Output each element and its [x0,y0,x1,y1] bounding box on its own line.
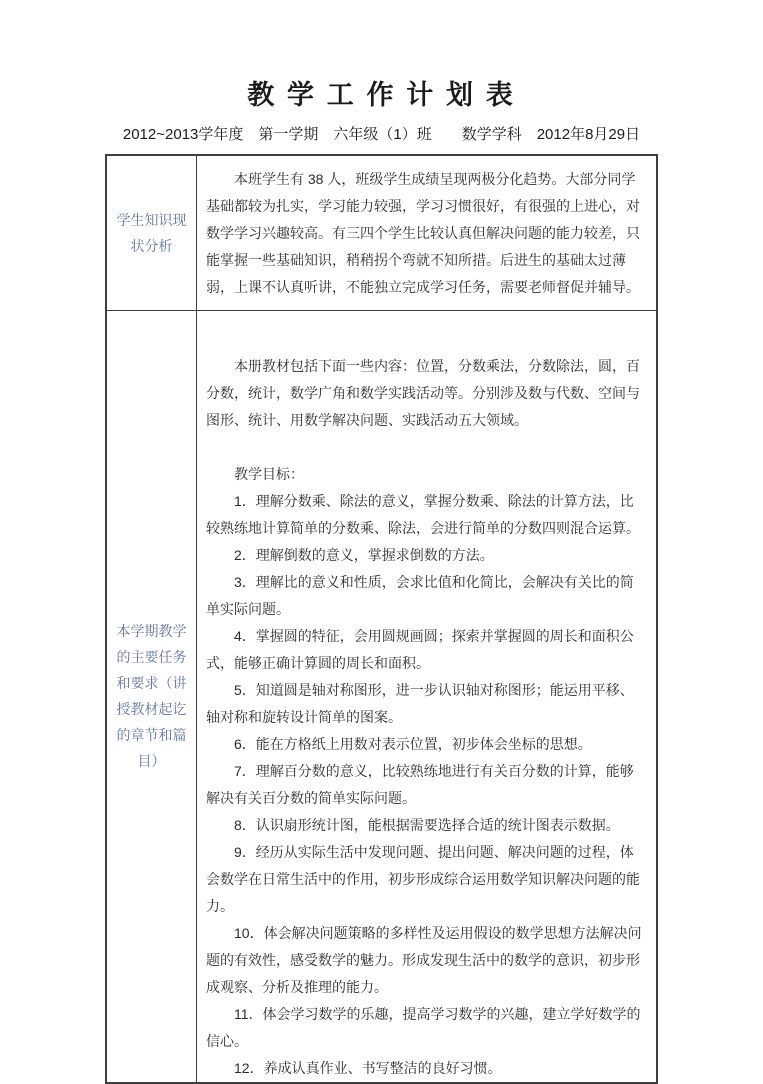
paragraph-goal-10: 10．体会解决问题策略的多样性及运用假设的数学思想方法解决问题的有效性，感受数学的魅力。形成发现生活中的数学的意识，初步形成观察、分析及推理的能力。 [206,924,642,995]
paragraph: 本班学生有 38 人，班级学生成绩呈现两极分化趋势。大部分同学基础都较为扎实，学习能力较强，学习习惯很好，有很强的上进心，对数学学习兴趣较高。有三四个学生比较认真但解决问题的能力较差，只能掌握一些基础知识，稍稍拐个弯就不知所措。后进生的基础太过薄弱，上课不认真听讲，不能独立完成学习任务，需要老师督促并辅导。 [206,171,640,295]
paragraph-goal-11: 11．体会学习数学的乐趣，提高学习数学的兴趣，建立学好数学的信心。 [206,1005,641,1049]
paragraph-goal-7: 7．理解百分数的意义，比较熟练地进行有关百分数的计算，能够解决有关百分数的简单实际问题。 [206,762,634,806]
paragraph-textbook-overview: 本册教材包括下面一些内容：位置，分数乘法，分数除法，圆，百分数，统计，数学广角和数学实践活动等。分别涉及数与代数、空间与图形、统计、用数学解决问题、实践活动五大领域。 [206,357,640,428]
paragraph-goal-9: 9．经历从实际生活中发现问题、提出问题、解决问题的过程，体会数学在日常生活中的作用，初步形成综合运用数学知识解决问题的能力。 [206,843,640,914]
row-label-semester-tasks: 本学期教学的主要任务和要求（讲授教材起讫的章节和篇目） [106,310,197,1083]
paragraph-goal-5: 5．知道圆是轴对称图形，进一步认识轴对称图形；能运用平移、轴对称和旋转设计简单的图案。 [206,681,634,725]
table-row-student-analysis [106,155,657,310]
paragraph-goal-6: 6．能在方格纸上用数对表示位置，初步体会坐标的思想。 [234,735,592,752]
paragraph-goals-heading: 教学目标： [234,465,304,482]
doc-meta-line: 2012~2013学年度 第一学期 六年级（1）班 数学学科 2012年8月29日 [122,126,641,143]
paragraph-goal-3: 3．理解比的意义和性质，会求比值和化简比，会解决有关比的简单实际问题。 [206,573,634,617]
page-title: 教 学 工 作 计 划 表 [247,80,516,110]
table-row-semester-tasks [106,310,657,1083]
cell-semester-tasks [197,310,658,1083]
teaching-plan-table [105,154,658,1084]
row-label-student-analysis: 学生知识现状分析 [106,155,197,310]
paragraph-goal-8: 8．认识扇形统计图，能根据需要选择合适的统计图表示数据。 [234,816,620,833]
paragraph-goal-12: 12．养成认真作业、书写整洁的良好习惯。 [234,1059,502,1076]
paragraph-goal-4: 4．掌握圆的特征，会用圆规画圆；探索并掌握圆的周长和面积公式，能够正确计算圆的周长和面积。 [206,627,634,671]
paragraph-goal-1: 1．理解分数乘、除法的意义，掌握分数乘、除法的计算方法，比较熟练地计算简单的分数乘、除法，会进行简单的分数四则混合运算。 [206,492,640,536]
cell-student-analysis [197,155,658,310]
paragraph-goal-2: 2．理解倒数的意义，掌握求倒数的方法。 [234,546,494,563]
